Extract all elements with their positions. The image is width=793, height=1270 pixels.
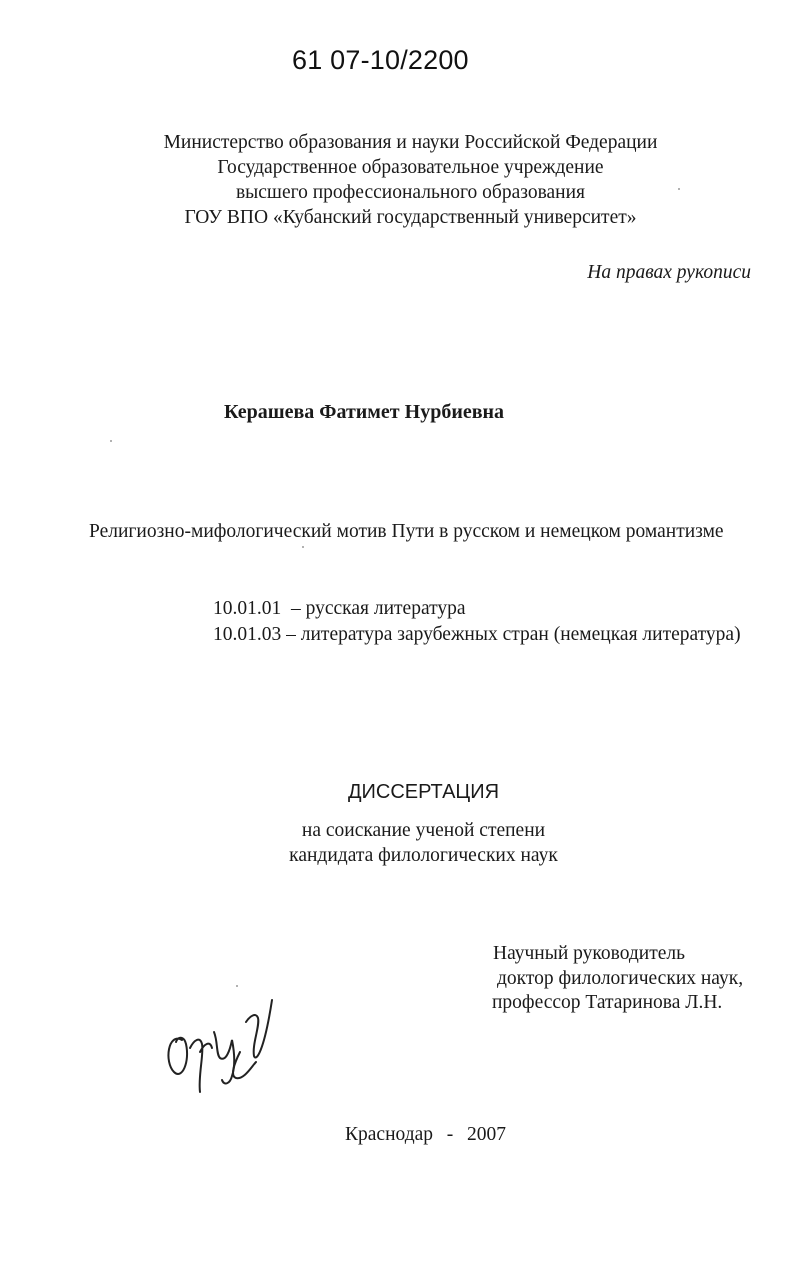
archive-stamp: 61 07-10/2200 xyxy=(292,45,469,75)
specialty-code: 10.01.01 xyxy=(213,598,282,619)
supervisor-name: профессор Татаринова Л.Н. xyxy=(492,992,723,1013)
year: 2007 xyxy=(467,1124,507,1145)
dissertation-title: Религиозно-мифологический мотив Пути в русском и немецком романтизме xyxy=(89,521,724,542)
manuscript-rights-note: На правах рукописи xyxy=(587,262,751,283)
education-level-line: высшего профессионального образования xyxy=(235,182,586,203)
handwritten-signature-icon xyxy=(160,992,290,1102)
scan-speck xyxy=(678,188,680,190)
specialty-code: 10.01.03 xyxy=(213,624,282,645)
university-name-line: ГОУ ВПО «Кубанский государственный университет» xyxy=(184,207,637,228)
supervisor-role: Научный руководитель xyxy=(493,943,686,964)
city: Краснодар xyxy=(345,1124,434,1145)
separator: - xyxy=(446,1124,454,1145)
degree-purpose-line: на соискание ученой степени xyxy=(301,820,546,841)
document-type-heading: ДИССЕРТАЦИЯ xyxy=(347,781,500,803)
city-and-year xyxy=(345,1124,506,1146)
specialty-name: – литература зарубежных стран (немецкая литература) xyxy=(286,624,741,645)
supervisor-degree: доктор филологических наук, xyxy=(497,968,744,989)
scan-speck xyxy=(236,985,238,987)
specialty-name: – русская литература xyxy=(291,598,466,619)
degree-name-line: кандидата филологических наук xyxy=(289,845,558,866)
author-name: Керашева Фатимет Нурбиевна xyxy=(224,401,505,423)
ministry-line: Министерство образования и науки Российской Федерации xyxy=(163,132,658,153)
institution-type-line: Государственное образовательное учреждение xyxy=(217,157,604,178)
specialty-line xyxy=(213,598,466,620)
scan-speck xyxy=(302,546,304,548)
specialty-line xyxy=(213,624,741,646)
scan-speck xyxy=(110,440,112,442)
